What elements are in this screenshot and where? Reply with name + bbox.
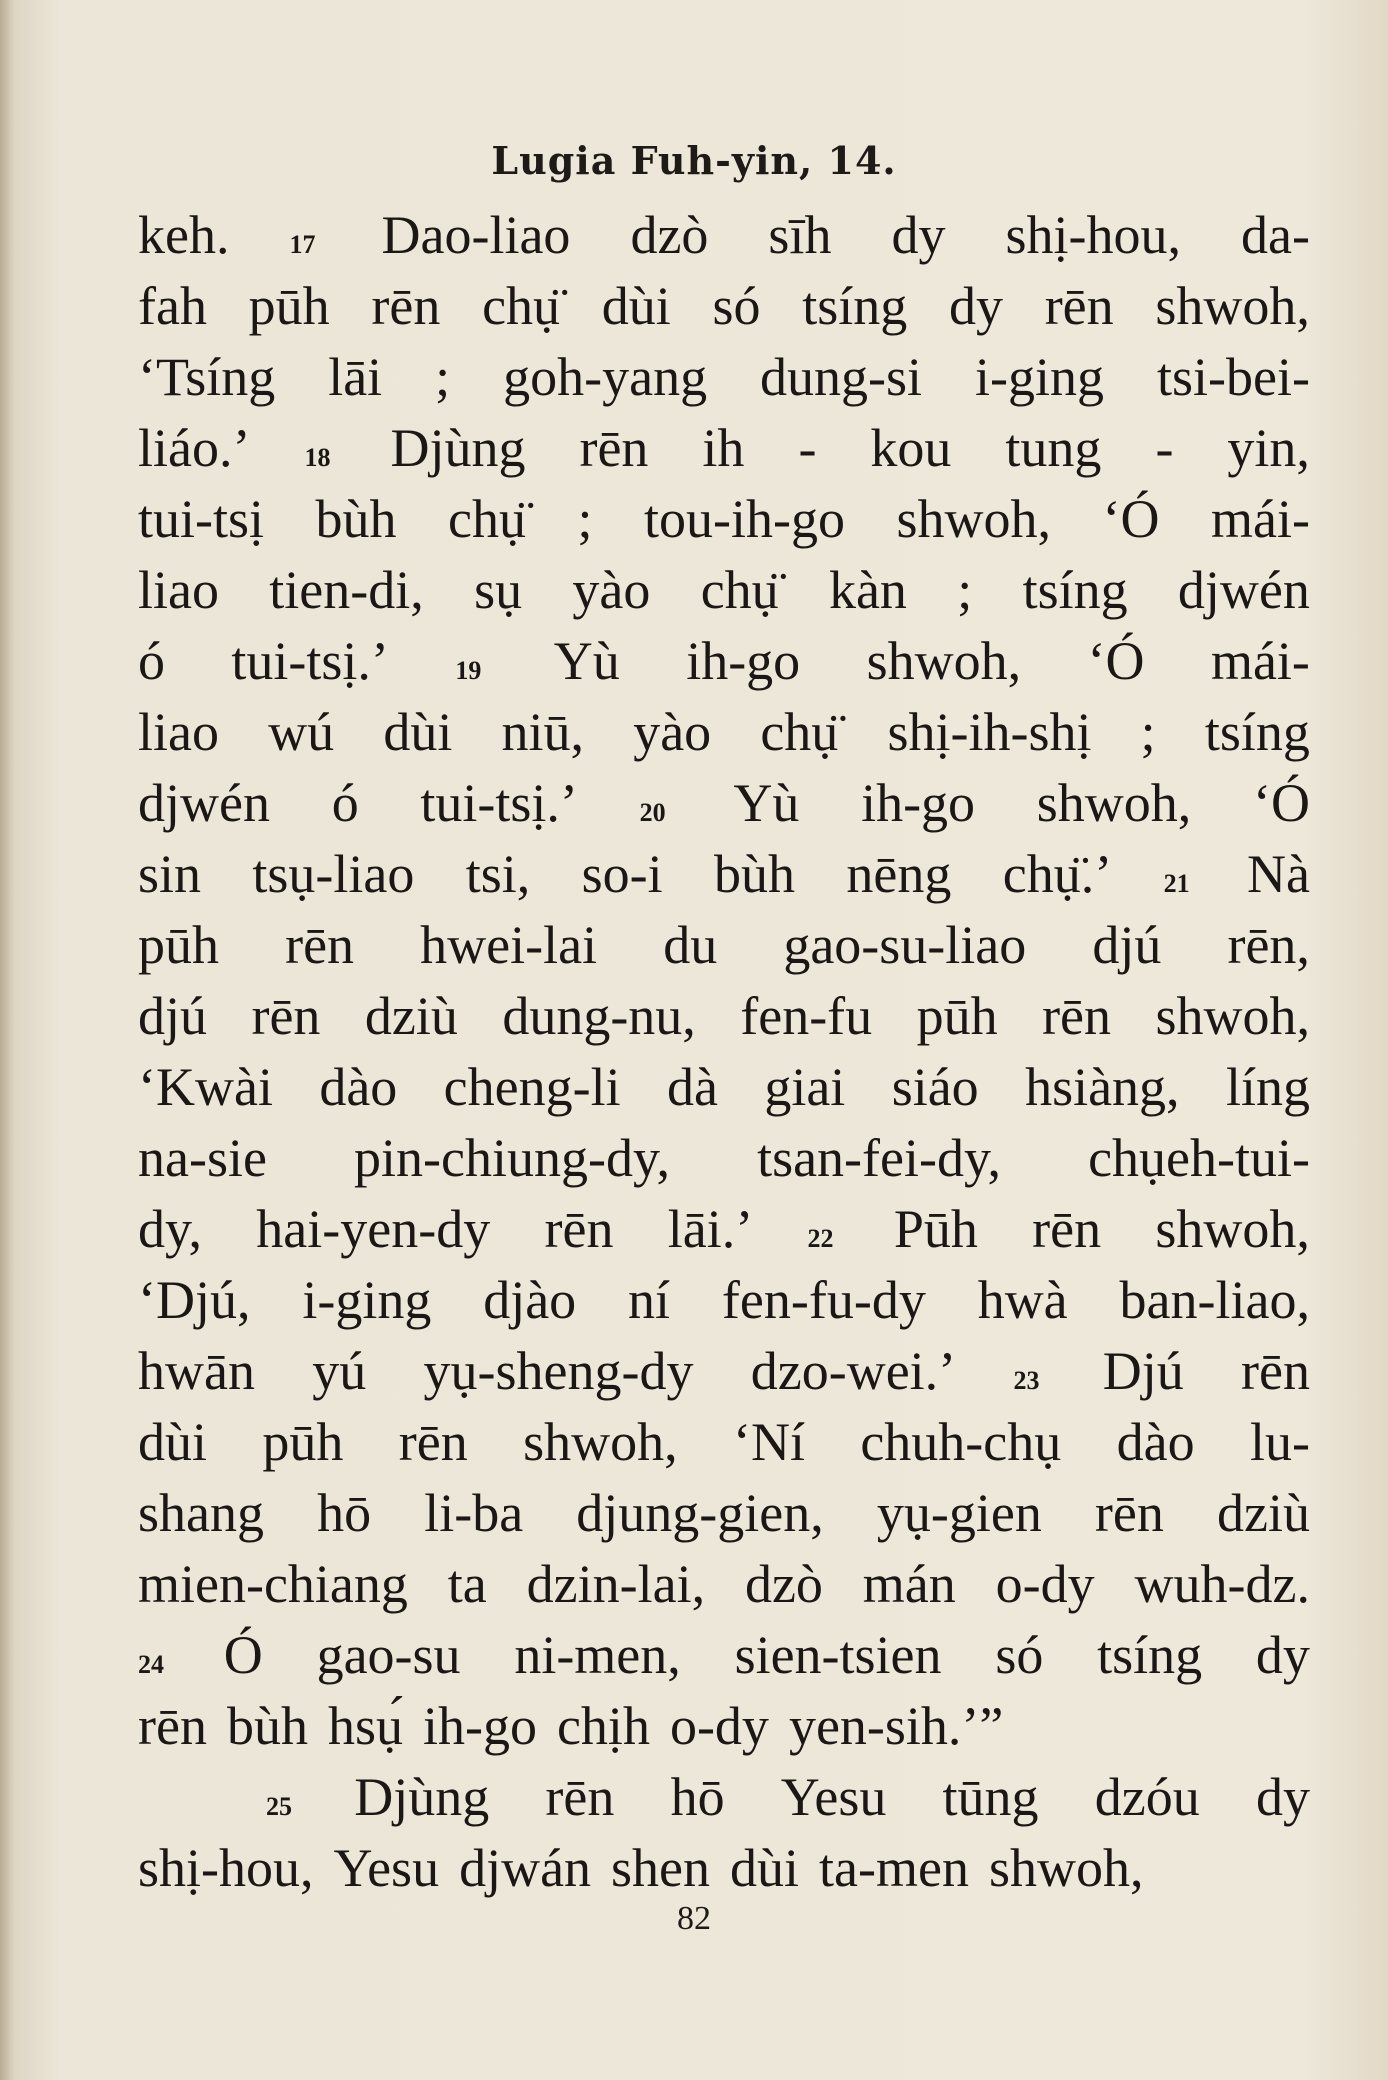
text-line (138, 839, 1310, 910)
word: lāi (328, 347, 383, 407)
word: dy, (138, 1199, 202, 1259)
word: dy (948, 276, 1003, 336)
text-line (138, 1194, 1310, 1265)
word: shwoh, (523, 1412, 678, 1472)
word: gao-su-liao (783, 915, 1027, 975)
word: tien-di, (269, 560, 424, 620)
word: djào (483, 1270, 577, 1330)
word: chịh (556, 1696, 650, 1756)
verse-number: 24 (138, 1650, 164, 1679)
word: mái- (1210, 631, 1310, 691)
word: dzo-wei.’ (750, 1341, 957, 1401)
verse-number: 18 (304, 443, 331, 472)
word: kou (870, 418, 952, 478)
text-line (138, 1407, 1310, 1478)
word: shị-hou, (1005, 205, 1181, 265)
word: tui-tsị (138, 489, 265, 549)
word: shị-ih-shị (887, 702, 1092, 762)
word: rēn (138, 1696, 207, 1756)
word: dziù (1216, 1483, 1310, 1543)
word: fen-fu (740, 986, 873, 1046)
word: pin-chiung-dy, (354, 1128, 670, 1188)
word: só (995, 1625, 1044, 1685)
verse-number: 17 (289, 230, 316, 259)
word: Djùng (354, 1767, 490, 1827)
verse-number: 20 (639, 798, 666, 827)
verse-number: 25 (266, 1792, 292, 1821)
word: keh. (138, 205, 230, 265)
word: dùi (730, 1838, 800, 1898)
word: pūh (248, 276, 330, 336)
word: dy (1255, 1767, 1310, 1827)
word: tsi-bei- (1156, 347, 1310, 407)
word: shwoh, (1155, 986, 1310, 1046)
word: dùi (138, 1412, 208, 1472)
word: shwoh, (1155, 1199, 1310, 1259)
word: tsụ-liao (252, 844, 415, 904)
word: o-dy (669, 1696, 769, 1756)
word: na-sie (138, 1128, 267, 1188)
word: nēng (846, 844, 952, 904)
word: chụeh-tui- (1088, 1128, 1310, 1188)
word: ni-men, (514, 1625, 681, 1685)
word: yú (312, 1341, 367, 1401)
page-number: 82 (677, 1900, 711, 1937)
word: bùh (315, 489, 397, 549)
word: ó (331, 773, 359, 833)
word: shwoh, (866, 631, 1022, 691)
word: hwà (977, 1270, 1068, 1330)
word: wú (268, 702, 335, 762)
text-line (138, 1691, 1310, 1762)
word: Yù (553, 631, 620, 691)
word: ‘Ní (732, 1412, 805, 1472)
word: tsan-fei-dy, (757, 1128, 1001, 1188)
word: shwoh, (1036, 773, 1192, 833)
word: shen (611, 1838, 711, 1898)
word: rēn (251, 986, 321, 1046)
text-line (138, 1052, 1310, 1123)
text-line (138, 1762, 1310, 1833)
word: dào (1116, 1412, 1195, 1472)
word: Yù (733, 773, 800, 833)
word: ban-liao, (1119, 1270, 1310, 1330)
word: bùh (714, 844, 796, 904)
text-line (138, 1620, 1310, 1691)
word: pūh (262, 1412, 344, 1472)
word: ih (702, 418, 745, 478)
word: fah (138, 276, 207, 336)
word: hō (670, 1767, 725, 1827)
verse-number: 23 (1013, 1366, 1040, 1395)
word: djú (1092, 915, 1162, 975)
word: ih-go (686, 631, 801, 691)
text-line (138, 1123, 1310, 1194)
word: líng (1225, 1057, 1310, 1117)
word: ih-go (861, 773, 976, 833)
word: tsi, (465, 844, 531, 904)
word: shwoh, (988, 1838, 1144, 1898)
word: shwoh, (1155, 276, 1310, 336)
word: sīh (768, 205, 832, 265)
word: rēn (544, 1199, 614, 1259)
word: dziù (364, 986, 458, 1046)
word: ‘Djú, (138, 1270, 251, 1330)
word: tui-tsị.’ (420, 773, 578, 833)
word: Djùng (390, 418, 526, 478)
body-text (138, 200, 1310, 1904)
word: da- (1241, 205, 1310, 265)
word: tsíng (1204, 702, 1310, 762)
word: rēn (1094, 1483, 1164, 1543)
word: ‘Ó (1253, 773, 1310, 833)
page-binding-edge (0, 0, 14, 2080)
word: tsíng (802, 276, 908, 336)
word: dung-si (760, 347, 923, 407)
word: dzò (630, 205, 709, 265)
text-line (138, 200, 1310, 271)
word: rēn (1042, 986, 1112, 1046)
word: shang (138, 1483, 264, 1543)
word: ní (628, 1270, 671, 1330)
word: ta-men (819, 1838, 969, 1898)
word: mien-chiang (138, 1554, 408, 1614)
word: rēn (1044, 276, 1114, 336)
word: sien-tsien (734, 1625, 942, 1685)
word: dzò (744, 1554, 823, 1614)
word: ; (435, 347, 451, 407)
word: shwoh, (896, 489, 1051, 549)
word: ‘Ó (1102, 489, 1160, 549)
word: ó (138, 631, 165, 691)
word: hō (317, 1483, 372, 1543)
word: rēn (579, 418, 649, 478)
word: li-ba (424, 1483, 524, 1543)
text-line (138, 1336, 1310, 1407)
word: rēn (1032, 1199, 1102, 1259)
word: chụ̈ (448, 489, 526, 549)
word: rēn (398, 1412, 468, 1472)
word: tou-ih-go (644, 489, 845, 549)
word: djwén (138, 773, 270, 833)
word: du (663, 915, 718, 975)
word: dzóu (1094, 1767, 1200, 1827)
word: so-i (581, 844, 663, 904)
word: hai-yen-dy (256, 1199, 491, 1259)
word: ih-go (422, 1696, 537, 1756)
word: ta (447, 1554, 487, 1614)
word: goh-yang (503, 347, 708, 407)
text-line (138, 1478, 1310, 1549)
word: dùi (383, 702, 453, 762)
text-line (138, 484, 1310, 555)
word: cheng-li (443, 1057, 621, 1117)
text-line (138, 626, 1310, 697)
word: niū, (501, 702, 585, 762)
word: ‘Ó (1087, 631, 1145, 691)
word: dùi (601, 276, 671, 336)
word: hwān (138, 1341, 255, 1401)
word: shị-hou, (138, 1838, 314, 1898)
word: gao-su (316, 1625, 461, 1685)
word: o-dy (995, 1554, 1095, 1614)
word: rēn (545, 1767, 615, 1827)
word: - (798, 418, 817, 478)
running-head: Lugia Fuh-yin, 14. (491, 138, 897, 183)
text-line (138, 1549, 1310, 1620)
word: tsíng (1097, 1625, 1203, 1685)
word: Djú (1102, 1341, 1184, 1401)
word: mái- (1210, 489, 1310, 549)
word: ; (957, 560, 973, 620)
word: hsiàng, (1025, 1057, 1180, 1117)
word: siáo (891, 1057, 979, 1117)
text-line (138, 413, 1310, 484)
word: dà (666, 1057, 718, 1117)
word: sụ (474, 560, 523, 620)
word: chụ̈ (700, 560, 779, 620)
word: Pūh (893, 1199, 978, 1259)
word: rēn (371, 276, 441, 336)
text-line (138, 697, 1310, 768)
text-line (138, 768, 1310, 839)
word: tūng (942, 1767, 1039, 1827)
word: dy (891, 205, 946, 265)
word: dy (1255, 1625, 1310, 1685)
word: djwén (1177, 560, 1310, 620)
word: - (1155, 418, 1174, 478)
word: ‘Kwài (138, 1057, 273, 1117)
text-line (138, 1265, 1310, 1336)
word: i-ging (975, 347, 1105, 407)
word: dzin-lai, (526, 1554, 706, 1614)
word: sin (138, 844, 202, 904)
word: wuh-dz. (1134, 1554, 1310, 1614)
word: Yesu (333, 1838, 440, 1898)
word: Dao-liao (381, 205, 571, 265)
word: ‘Tsíng (138, 347, 276, 407)
word: djwán (459, 1838, 592, 1898)
word: kàn (828, 560, 907, 620)
word: liao (138, 560, 219, 620)
word: Yesu (780, 1767, 887, 1827)
word: ; (1140, 702, 1156, 762)
text-line (138, 981, 1310, 1052)
word: rēn, (1227, 915, 1310, 975)
word: bùh (226, 1696, 308, 1756)
word: tung (1005, 418, 1102, 478)
verse-number: 21 (1163, 869, 1190, 898)
word: djung-gien, (576, 1483, 824, 1543)
text-line (138, 342, 1310, 413)
word: yụ-gien (876, 1483, 1042, 1543)
word: ; (577, 489, 593, 549)
word: rēn (1241, 1341, 1310, 1401)
word: hwei-lai (420, 915, 598, 975)
word: só (712, 276, 761, 336)
text-line (138, 555, 1310, 626)
word: tui-tsị.’ (231, 631, 389, 691)
word: chuh-chụ (860, 1412, 1062, 1472)
word: Ó (223, 1625, 263, 1685)
word: chụ̈.’ (1002, 844, 1113, 904)
word: yụ-sheng-dy (423, 1341, 694, 1401)
word: giai (764, 1057, 846, 1117)
text-line (138, 271, 1310, 342)
word: dào (319, 1057, 398, 1117)
word: liao (138, 702, 219, 762)
word: yào (633, 702, 712, 762)
text-line (138, 910, 1310, 981)
verse-number: 19 (455, 656, 482, 685)
text-line (138, 1833, 1310, 1904)
word: chụ̈ (760, 702, 839, 762)
word: lāi.’ (667, 1199, 754, 1259)
word: yen-sih.’” (788, 1696, 1004, 1756)
word: lu- (1249, 1412, 1310, 1472)
word: dung-nu, (502, 986, 696, 1046)
word: hsụ́ (327, 1696, 403, 1756)
word: djú (138, 986, 208, 1046)
word: liáo.’ (138, 418, 251, 478)
word: pūh (138, 915, 219, 975)
word: yào (572, 560, 651, 620)
word: yin, (1227, 418, 1310, 478)
word: chụ̈ (482, 276, 561, 336)
verse-number: 22 (807, 1224, 834, 1253)
word: rēn (285, 915, 355, 975)
word: i-ging (302, 1270, 432, 1330)
word: tsíng (1022, 560, 1128, 620)
word: mán (862, 1554, 956, 1614)
word: fen-fu-dy (721, 1270, 926, 1330)
word: pūh (916, 986, 998, 1046)
word: Nà (1246, 844, 1310, 904)
